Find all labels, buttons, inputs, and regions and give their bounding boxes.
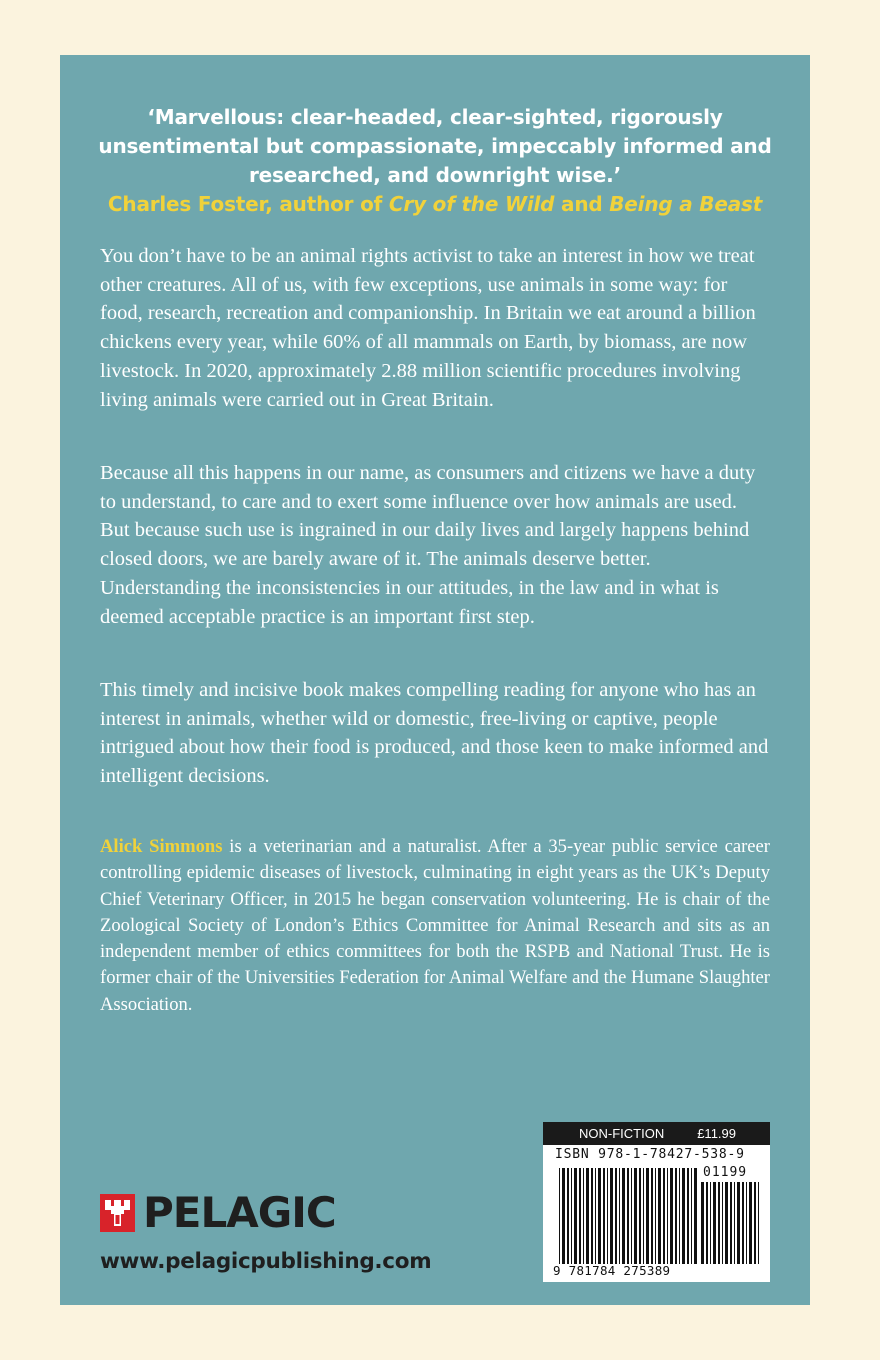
blurb-paragraph-2: Because all this happens in our name, as consumers and citizens we have a duty to understand, to care and to exert some influence over how animals are used. But because such use is ingrained in our daily lives and largely happens behind closed doors, we are barely aware of it. The animals deserve better. Understanding the inconsistencies in our attitudes, in the law and in what is deemed acceptable practice is an important first step.	[100, 462, 756, 628]
barcode-bar	[718, 1182, 720, 1264]
barcode-bar	[579, 1168, 581, 1264]
barcode-bar	[713, 1182, 716, 1264]
barcode-box	[543, 1122, 770, 1282]
barcode-bar	[670, 1168, 673, 1264]
barcode-bar	[746, 1182, 747, 1264]
publisher-logo	[100, 1188, 336, 1237]
barcode-bar	[722, 1182, 723, 1264]
author-bio	[100, 834, 770, 1018]
blurb-paragraph-1: You don’t have to be an animal rights activist to take an interest in how we treat other creatures. All of us, with few exceptions, use animals in some way: for food, research, recreation and companionship. In Britain we eat around a billion chickens every year, while 60% of all mammals on Earth, by biomass, are now livestock. In 2020, approximately 2.88 million scientific procedures involving living animals were carried out in Great Britain.	[100, 245, 756, 411]
barcode-bar	[591, 1168, 593, 1264]
barcode-bar	[675, 1168, 677, 1264]
barcode-bar	[749, 1182, 752, 1264]
barcode-bar	[706, 1182, 708, 1264]
barcode-addon	[701, 1182, 763, 1264]
barcode-bar	[694, 1168, 697, 1264]
barcode-bar	[682, 1168, 685, 1264]
barcode-bar	[687, 1168, 689, 1264]
barcode-bar	[571, 1168, 572, 1264]
barcode-bar	[643, 1168, 644, 1264]
author-bio-text: is a veterinarian and a naturalist. After a 35-year public service career controlling epidemic diseases of livestock, culminating in eight years as the UK’s Deputy Chief Veterinary Officer, in 2015 he began conservation volunteering. He is chair of the Zoological Society of London’s Ethics Committee for Animal Research and sits as an independent member of ethics committees for both the RSPB and National Trust. He is former chair of the Universities Federation for Animal Welfare and the Humane Slaughter Association.	[100, 836, 770, 1015]
back-cover	[60, 55, 810, 1305]
price-label: £11.99	[697, 1126, 736, 1141]
barcode-bar	[646, 1168, 649, 1264]
barcode-bar	[634, 1168, 637, 1264]
quote-line: researched, and downright wise.’	[249, 163, 621, 187]
barcode-bar	[737, 1182, 740, 1264]
barcode-bar	[725, 1182, 728, 1264]
quote-line: ‘Marvellous: clear-headed, clear-sighted, rigorously	[147, 105, 723, 129]
publisher-name: PELAGIC	[143, 1188, 336, 1237]
barcode-bar	[631, 1168, 632, 1264]
barcode-bar	[622, 1168, 625, 1264]
book-title-2: Being a Beast	[609, 192, 763, 216]
publisher-url: www.pelagicpublishing.com	[100, 1249, 432, 1274]
barcode-bar	[607, 1168, 608, 1264]
barcode-bar	[559, 1168, 560, 1264]
review-quote	[60, 103, 810, 219]
barcode-bar	[583, 1168, 584, 1264]
barcode-bar	[742, 1182, 744, 1264]
book-title-1: Cry of the Wild	[388, 192, 555, 216]
barcode-bar	[586, 1168, 589, 1264]
category-label: NON-FICTION	[579, 1126, 665, 1141]
barcode-bar	[734, 1182, 735, 1264]
quote-line: unsentimental but compassionate, impeccably informed and	[98, 134, 772, 158]
barcode-bar	[639, 1168, 641, 1264]
barcode-bar	[603, 1168, 605, 1264]
quote-attribution	[60, 190, 810, 219]
addon-number: 01199	[703, 1165, 748, 1180]
barcode-bar	[619, 1168, 620, 1264]
barcode-header	[543, 1122, 770, 1145]
barcode-bar	[701, 1182, 704, 1264]
barcode-bar	[610, 1168, 613, 1264]
barcode-bar	[562, 1168, 565, 1264]
isbn-text: ISBN 978-1-78427-538-9	[555, 1147, 745, 1162]
barcode-bar	[658, 1168, 661, 1264]
barcode-main	[559, 1168, 697, 1264]
attribution-prefix: Charles Foster, author of	[107, 192, 389, 216]
author-name: Alick Simmons	[100, 836, 223, 857]
barcode-bar	[655, 1168, 656, 1264]
barcode-bar	[667, 1168, 668, 1264]
pelagic-logo-icon	[100, 1194, 135, 1232]
barcode-bar	[679, 1168, 680, 1264]
ean-digits: 9 781784 275389	[553, 1263, 671, 1278]
barcode-bar	[574, 1168, 577, 1264]
barcode-bar	[754, 1182, 756, 1264]
barcode-bar	[627, 1168, 629, 1264]
barcode-bar	[615, 1168, 617, 1264]
blurb-paragraph-3: This timely and incisive book makes compelling reading for anyone who has an interest in animals, whether wild or domestic, free-living or captive, people intrigued about how their food is produced, and those keen to make informed and intelligent decisions.	[100, 679, 769, 788]
barcode-bar	[758, 1182, 759, 1264]
barcode-bar	[595, 1168, 596, 1264]
barcode-bar	[567, 1168, 569, 1264]
barcode-bar	[710, 1182, 711, 1264]
barcode-bar	[598, 1168, 601, 1264]
barcode-bar	[651, 1168, 653, 1264]
barcode-bar	[730, 1182, 732, 1264]
barcode-bar	[691, 1168, 692, 1264]
attribution-and: and	[554, 192, 610, 216]
barcode-bar	[663, 1168, 665, 1264]
